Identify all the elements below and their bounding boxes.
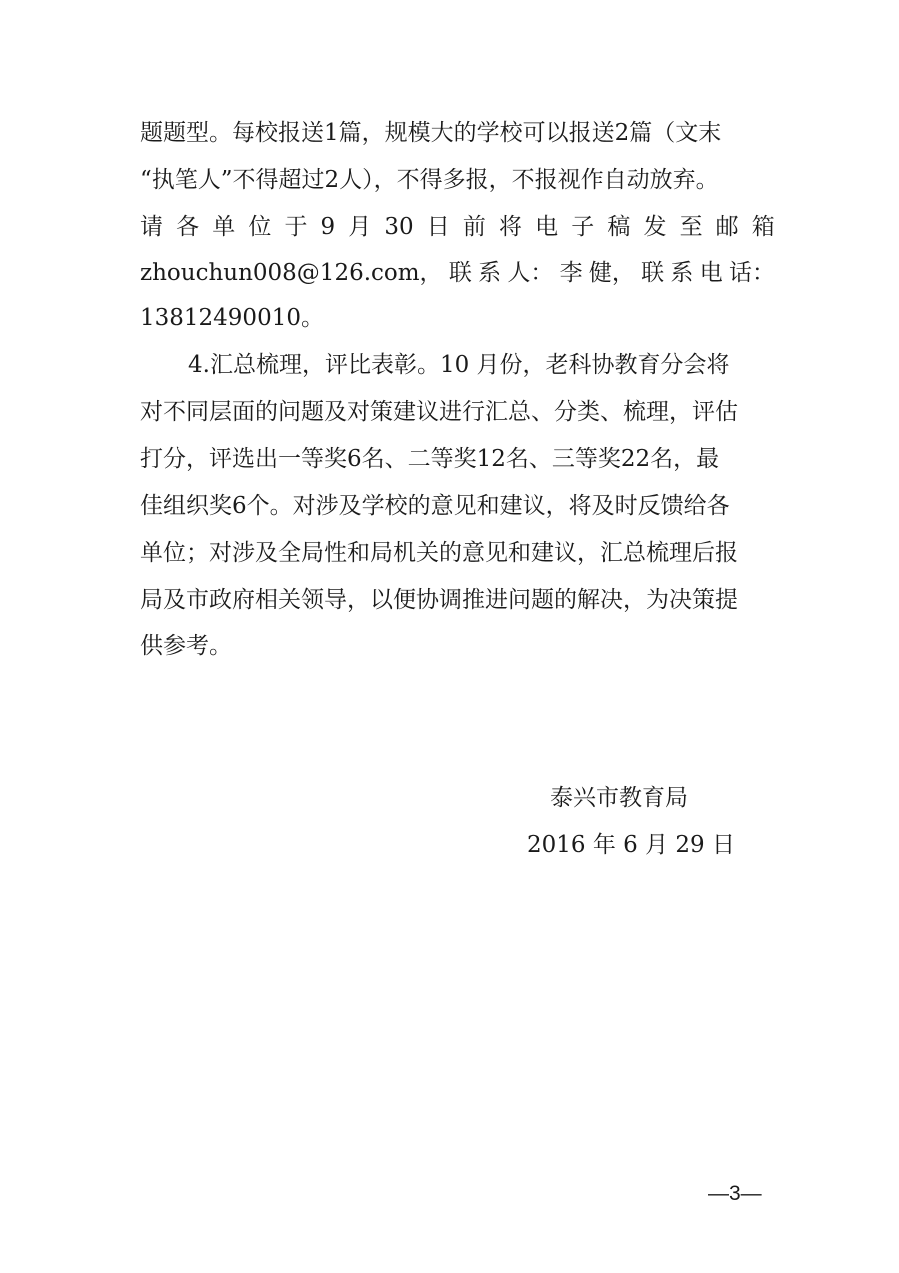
contact-person: 李 (559, 260, 583, 286)
body-line-4: zhouchun008@126.com， 联 系 人： 李 健， 联 系 电 话： (140, 260, 775, 286)
section-heading-summary: 4.汇总梳理，评比表彰。10 月份，老科协教育分会将 (188, 352, 730, 378)
signature-organization: 泰兴市教育局 (550, 785, 688, 811)
contact-phone: 13812490010。 (140, 305, 324, 331)
body-line-3: 请 各 单 位 于 9 月 30 日 前 将 电 子 稿 发 至 邮 箱 (140, 214, 775, 240)
contact-email: zhouchun008@126.com， (140, 260, 443, 286)
page-number: —3— (708, 1182, 762, 1205)
body-line-7: 对不同层面的问题及对策建议进行汇总、分类、梳理，评估 (140, 399, 738, 425)
body-line-1: 题题型。每校报送1篇，规模大的学校可以报送2篇（文末 (140, 120, 722, 146)
signature-date: 2016 年 6 月 29 日 (527, 832, 735, 858)
body-line-2: “执笔人”不得超过2人），不得多报，不报视作自动放弃。 (140, 167, 719, 193)
body-line-8: 打分，评选出一等奖6名、二等奖12名、三等奖22名，最 (140, 446, 720, 472)
body-line-12: 供参考。 (140, 633, 232, 659)
body-line-11: 局及市政府相关领导，以便协调推进问题的解决，为决策提 (140, 587, 738, 613)
body-line-9: 佳组织奖6个。对涉及学校的意见和建议，将及时反馈给各 (140, 493, 730, 519)
body-line-10: 单位；对涉及全局性和局机关的意见和建议，汇总梳理后报 (140, 540, 738, 566)
